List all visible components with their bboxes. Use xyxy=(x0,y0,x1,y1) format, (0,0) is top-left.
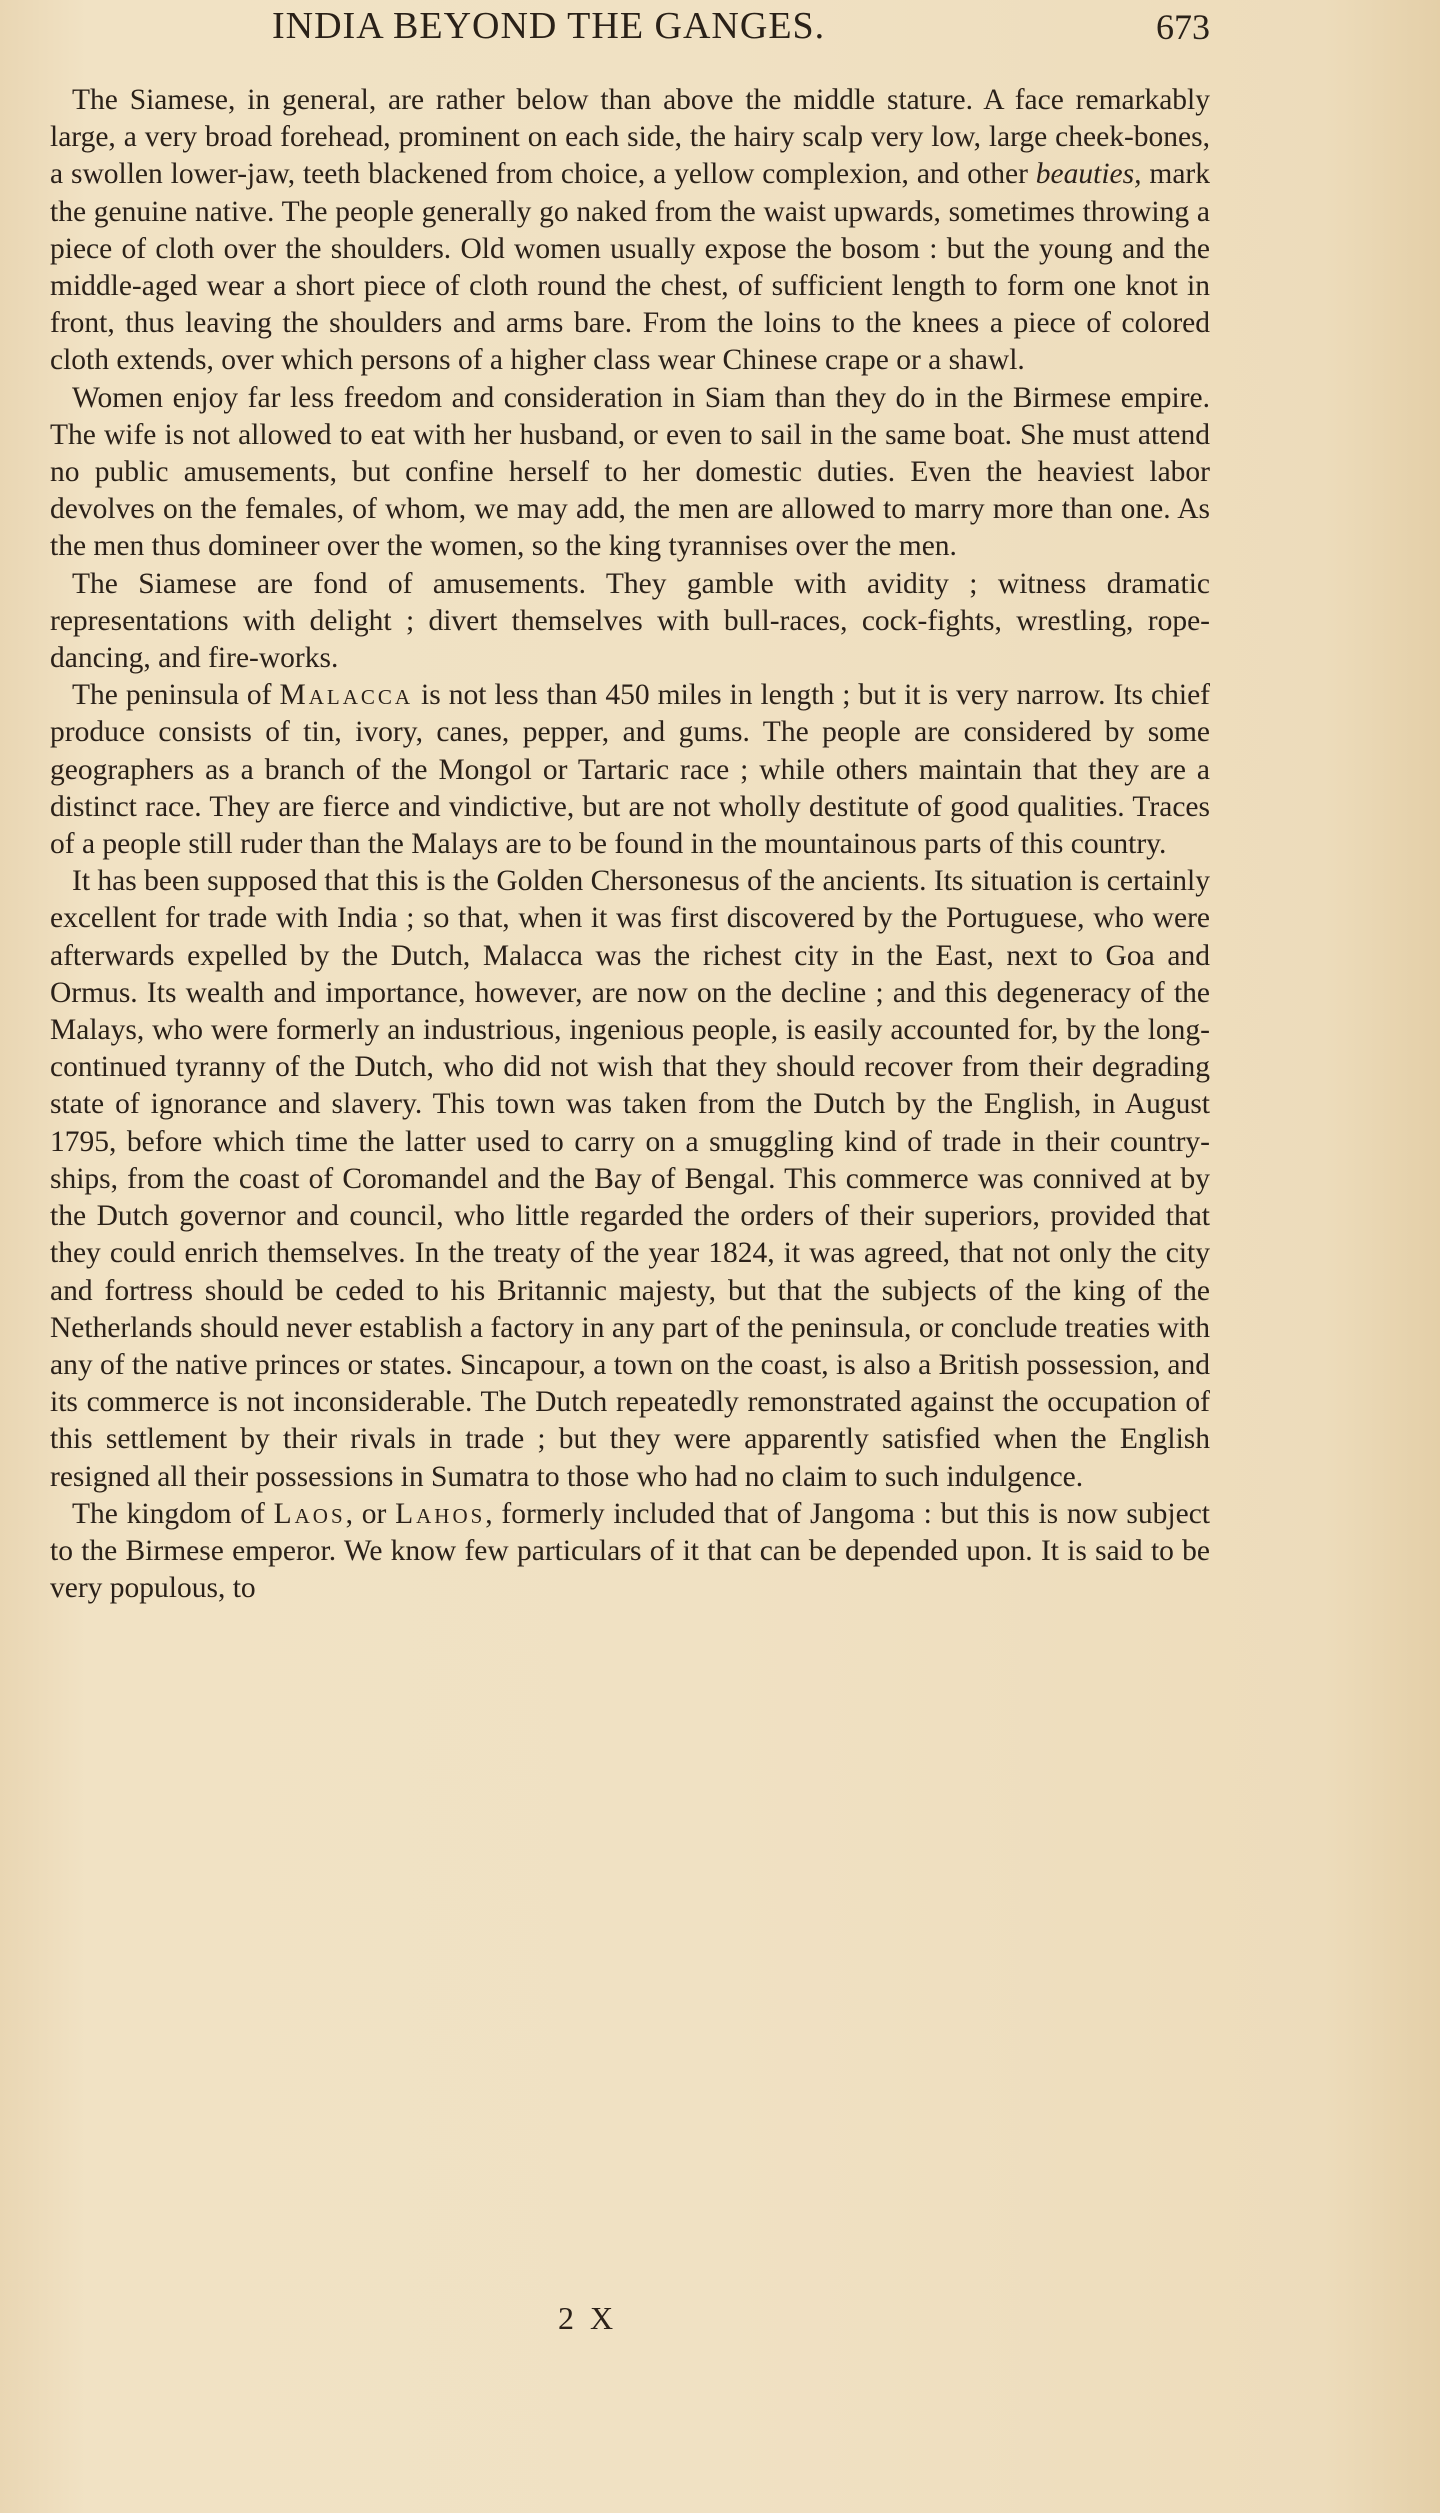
paragraph-women-siam: Women enjoy far less freedom and consideration in Siam than they do in the Birmese empire. The wife is not allowed to eat with her husband, or even to sail in the same boat. She must attend no public amusements, but confine herself to her domestic duties. Even the heaviest labor devolves on the females, of whom, we may add, the men are allowed to marry more than one. As the men thus domineer over the women, so the king tyrannises over the men. xyxy=(50,381,1210,563)
smallcaps-text: Malacca xyxy=(279,679,414,712)
paragraph-siamese-appearance xyxy=(50,82,1210,380)
page-number: 673 xyxy=(1156,7,1210,47)
paragraph-golden-chersonesus: It has been supposed that this is the Golden Chersonesus of the ancients. Its situation is certainly excellent for trade with India ; so that, when it was first discovered by the Portuguese, who were afterwards expelled by the Dutch, Malacca was the richest city in the East, next to Goa and Ormus. Its wealth and importance, however, are now on the decline ; and this degeneracy of the Malays, who were formerly an industrious, ingenious people, is easily accounted for, by the long-continued tyranny of the Dutch, who did not wish that they should recover from their degrading state of ignorance and slavery. This town was taken from the Dutch by the English, in August 1795, before which time the latter used to carry on a smuggling kind of trade in their country-ships, from the coast of Coromandel and the Bay of Bengal. This commerce was connived at by the Dutch governor and council, who little regarded the orders of their superiors, provided that they could enrich themselves. In the treaty of the year 1824, it was agreed, that not only the city and fortress should be ceded to his Britannic majesty, but that the subjects of the king of the Netherlands should never establish a factory in any part of the peninsula, or conclude treaties with any of the native princes or states. Sincapour, a town on the coast, is also a British possession, and its commerce is not inconsiderable. The Dutch repeatedly remonstrated against the occupation of this settlement by their rivals in trade ; but they were apparently satisfied when the English resigned all their possessions in Sumatra to those who had no claim to such indulgence. xyxy=(50,865,1210,1493)
paragraph-laos xyxy=(50,1496,1210,1608)
text-run: , or xyxy=(345,1497,396,1530)
paragraph-malacca xyxy=(50,677,1210,863)
text-run: The Siamese, in general, are rather below than above the middle stature. A face remarkably large, a very broad forehead, prominent on each side, the hairy scalp very low, large cheek-bones, a swollen lower-jaw, teeth blackened from choice, a yellow complexion, and other xyxy=(50,84,1210,191)
smallcaps-text: Lahos xyxy=(395,1497,486,1530)
signature-mark: 2 X xyxy=(558,2300,618,2336)
text-run: mark the genuine native. The people generally go naked from the waist upwards, sometimes throwing a piece of cloth over the shoulders. Old women usually expose the bosom : but the young and the middle-aged wear a short piece of cloth round the chest, of sufficient length to form one knot in front, thus leaving the shoulders and arms bare. From the loins to the knees a piece of colored cloth extends, over which persons of a higher class wear Chinese crape or a shawl. xyxy=(50,158,1210,377)
text-run: is not less than 450 miles in length ; but it is very narrow. Its chief produce consists of tin, ivory, canes, pepper, and gums. The people are considered by some geographers as a branch of the Mongol or Tartaric race ; while others maintain that they are a distinct race. They are fierce and vindictive, but are not wholly destitute of good qualities. Traces of a people still ruder than the Malays are to be found in the mountainous parts of this country. xyxy=(50,679,1210,861)
text-run: The peninsula of xyxy=(72,679,280,712)
paragraph-amusements: The Siamese are fond of amusements. They gamble with avidity ; witness dramatic representations with delight ; divert themselves with bull-races, cock-fights, wrestling, rope-dancing, and fire-works. xyxy=(50,567,1210,675)
text-run: The kingdom of xyxy=(72,1497,274,1530)
smallcaps-text: Laos xyxy=(273,1497,346,1530)
running-head xyxy=(60,4,1210,48)
body-text xyxy=(50,82,1210,1607)
running-title: INDIA BEYOND THE GANGES. xyxy=(272,5,826,47)
text-run: , formerly included that of Jangoma : but this is now subject to the Birmese emperor. We know few particulars of it that can be depended upon. It is said to be very populous, to xyxy=(50,1497,1210,1605)
italic-text: beauties, xyxy=(1035,158,1142,191)
